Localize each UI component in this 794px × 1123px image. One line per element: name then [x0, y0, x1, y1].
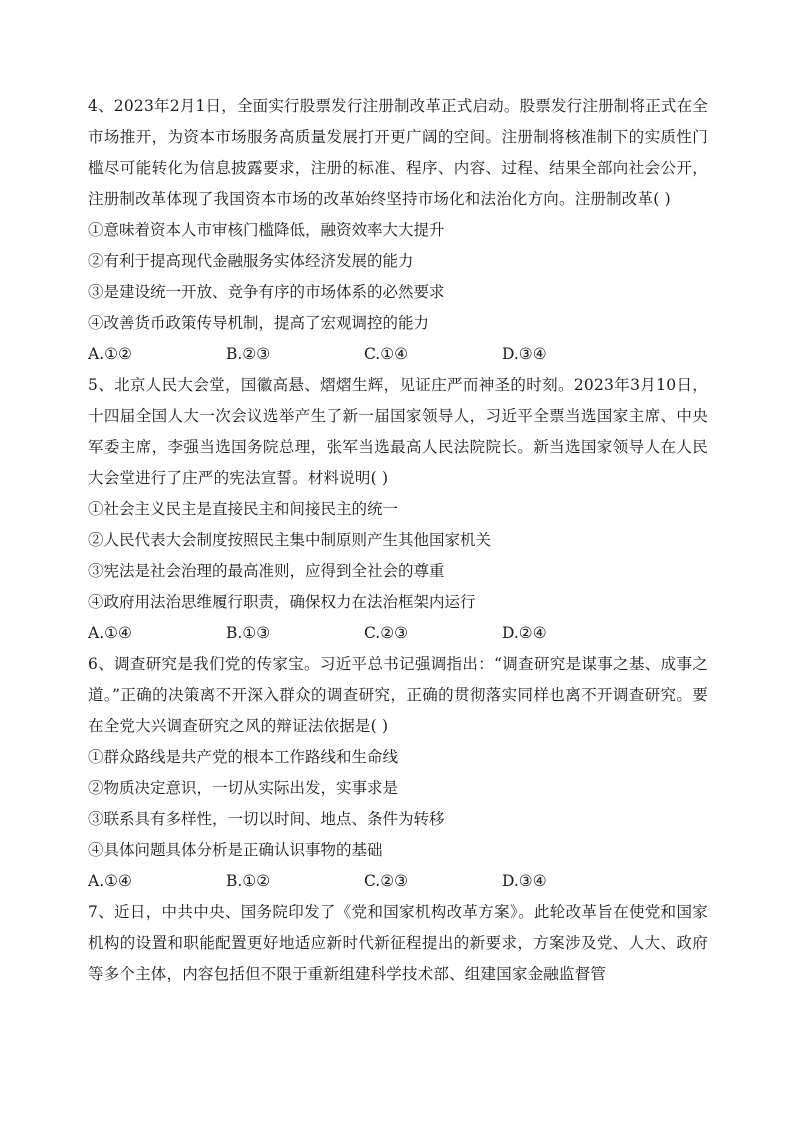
option-4: ④具体问题具体分析是正确认识事物的基础 — [88, 841, 383, 859]
exam-page — [88, 91, 708, 990]
question-6 — [88, 649, 708, 897]
answer-d: D.③④ — [502, 872, 547, 890]
option-2: ②人民代表大会制度按照民主集中制原则产生其他国家机关 — [88, 531, 492, 549]
option-1: ①意味着资本人市审核门槛降低，融资效率大大提升 — [88, 221, 445, 239]
answer-c: C.②③ — [364, 624, 409, 642]
option-1: ①社会主义民主是直接民主和间接民主的统一 — [88, 500, 399, 518]
answer-a: A.①④ — [88, 872, 132, 890]
option-2: ②有利于提高现代金融服务实体经济发展的能力 — [88, 252, 414, 270]
option-4: ④改善货币政策传导机制，提高了宏观调控的能力 — [88, 314, 430, 332]
question-4 — [88, 91, 708, 370]
option-4: ④政府用法治思维履行职责，确保权力在法治框架内运行 — [88, 593, 476, 611]
answer-b: B.②③ — [226, 345, 271, 363]
answer-d: D.③④ — [502, 345, 547, 363]
option-3: ③是建设统一开放、竞争有序的市场体系的必然要求 — [88, 283, 445, 301]
question-stem: 5、北京人民大会堂，国徽高悬、熠熠生辉，见证庄严而神圣的时刻。2023年3月10日，十四届全国人大一次会议选举产生了新一届国家领导人，习近平全票当选国家主席、中央军委主席，李强当选国务院总理，张军当选最高人民法院院长。新当选国家领导人在人民大会堂进行了庄严的宪法宣誓。材料说明( ) — [88, 376, 708, 487]
question-stem: 7、近日，中共中央、国务院印发了《党和国家机构改革方案》。此轮改革旨在使党和国家机构的设置和职能配置更好地适应新时代新征程提出的新要求，方案涉及党、人大、政府等多个主体，内容包括但不限于重新组建科学技术部、组建国家金融监督管 — [88, 903, 708, 983]
question-stem: 4、2023年2月1日，全面实行股票发行注册制改革正式启动。股票发行注册制将正式在全市场推开，为资本市场服务高质量发展打开更广阔的空间。注册制将核准制下的实质性门槛尽可能转化为信息披露要求，注册的标准、程序、内容、过程、结果全部向社会公开，注册制改革体现了我国资本市场的改革始终坚持市场化和法治化方向。注册制改革( ) — [88, 97, 708, 208]
question-7 — [88, 897, 708, 990]
answer-c: C.①④ — [364, 345, 409, 363]
answer-c: C.②③ — [364, 872, 409, 890]
question-stem: 6、调查研究是我们党的传家宝。习近平总书记强调指出：“调查研究是谋事之基、成事之道。”正确的决策离不开深入群众的调查研究，正确的贯彻落实同样也离不开调查研究。要在全党大兴调查研究之风的辩证法依据是( ) — [88, 655, 708, 735]
answer-a: A.①④ — [88, 624, 132, 642]
answer-a: A.①② — [88, 345, 132, 363]
option-1: ①群众路线是共产党的根本工作路线和生命线 — [88, 748, 399, 766]
answer-choices — [88, 339, 708, 370]
answer-b: B.①② — [226, 872, 271, 890]
option-2: ②物质决定意识，一切从实际出发，实事求是 — [88, 779, 399, 797]
answer-d: D.②④ — [502, 624, 547, 642]
answer-choices — [88, 866, 708, 897]
answer-b: B.①③ — [226, 624, 271, 642]
question-5 — [88, 370, 708, 649]
option-3: ③宪法是社会治理的最高准则，应得到全社会的尊重 — [88, 562, 445, 580]
option-3: ③联系具有多样性，一切以时间、地点、条件为转移 — [88, 810, 445, 828]
answer-choices — [88, 618, 708, 649]
